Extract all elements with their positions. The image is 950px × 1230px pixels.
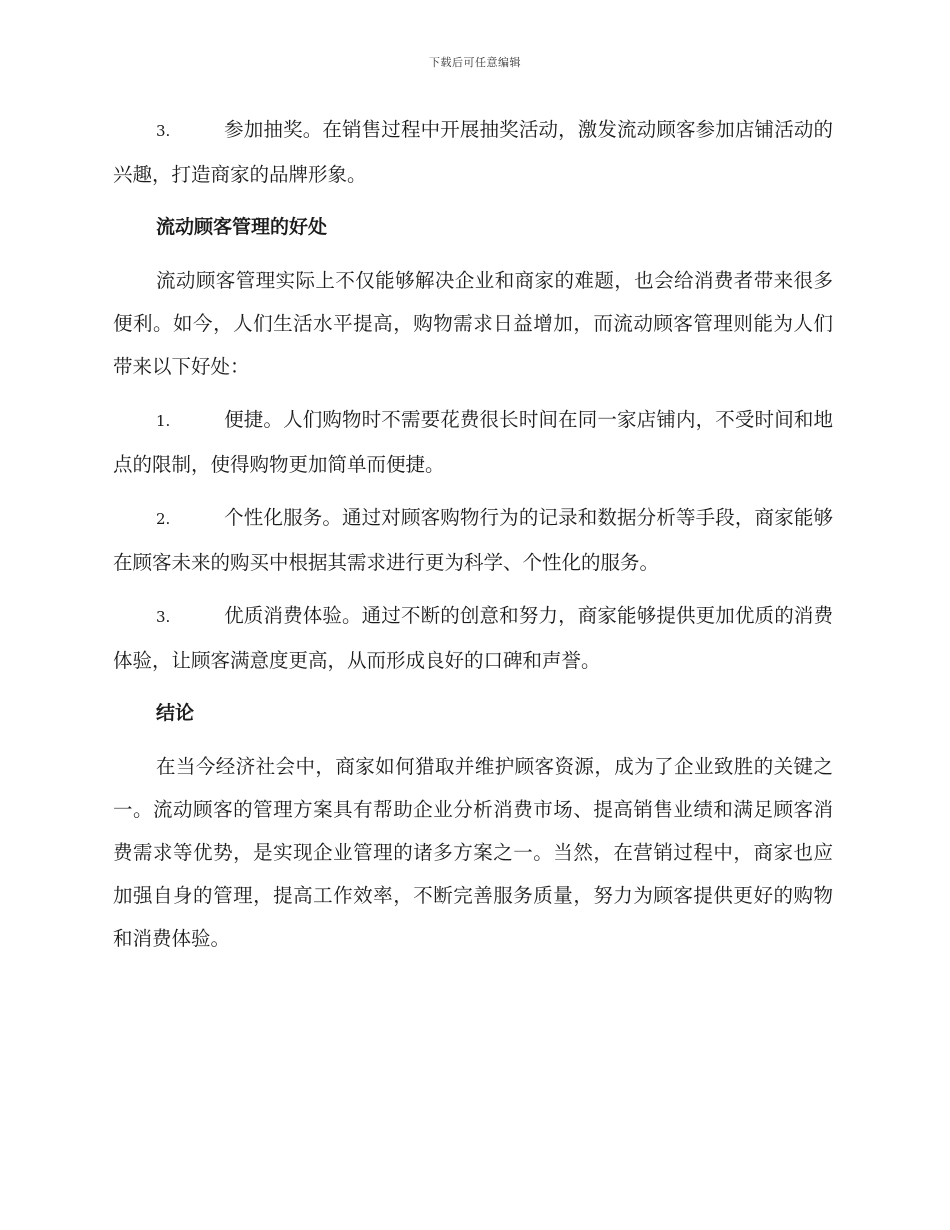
- list-text: 便捷。人们购物时不需要花费很长时间在同一家店铺内，不受时间和地点的限制，使得购物更加简单而便捷。: [113, 408, 833, 476]
- paragraph-conclusion: 在当今经济社会中，商家如何猎取并维护顾客资源，成为了企业致胜的关键之一。流动顾客的管理方案具有帮助企业分析消费市场、提高销售业绩和满足顾客消费需求等优势，是实现企业管理的诸多方案之一。当然，在营销过程中，商家也应加强自身的管理，提高工作效率，不断完善服务质量，努力为顾客提供更好的购物和消费体验。: [113, 755, 833, 950]
- list-number: 1.: [156, 412, 171, 430]
- section-heading-conclusion: 结论: [156, 702, 195, 724]
- list-text: 参加抽奖。在销售过程中开展抽奖活动，激发流动顾客参加店铺活动的兴趣，打造商家的品牌形象。: [113, 118, 833, 186]
- list-item: [113, 398, 833, 486]
- header-note: 下载后可任意编辑: [429, 56, 521, 69]
- document-body: [113, 108, 833, 970]
- list-item: [113, 594, 833, 682]
- paragraph-intro: 流动顾客管理实际上不仅能够解决企业和商家的难题，也会给消费者带来很多便利。如今，人们生活水平提高，购物需求日益增加，而流动顾客管理则能为人们带来以下好处：: [113, 269, 833, 378]
- list-number: 3.: [156, 122, 171, 140]
- section-heading-benefits: 流动顾客管理的好处: [156, 216, 328, 238]
- list-item: [113, 496, 833, 584]
- list-item: [113, 108, 833, 196]
- list-number: 3.: [156, 608, 171, 626]
- list-text: 个性化服务。通过对顾客购物行为的记录和数据分析等手段，商家能够在顾客未来的购买中根据其需求进行更为科学、个性化的服务。: [113, 506, 833, 574]
- list-number: 2.: [156, 510, 171, 528]
- list-text: 优质消费体验。通过不断的创意和努力，商家能够提供更加优质的消费体验，让顾客满意度更高，从而形成良好的口碑和声誉。: [113, 604, 833, 672]
